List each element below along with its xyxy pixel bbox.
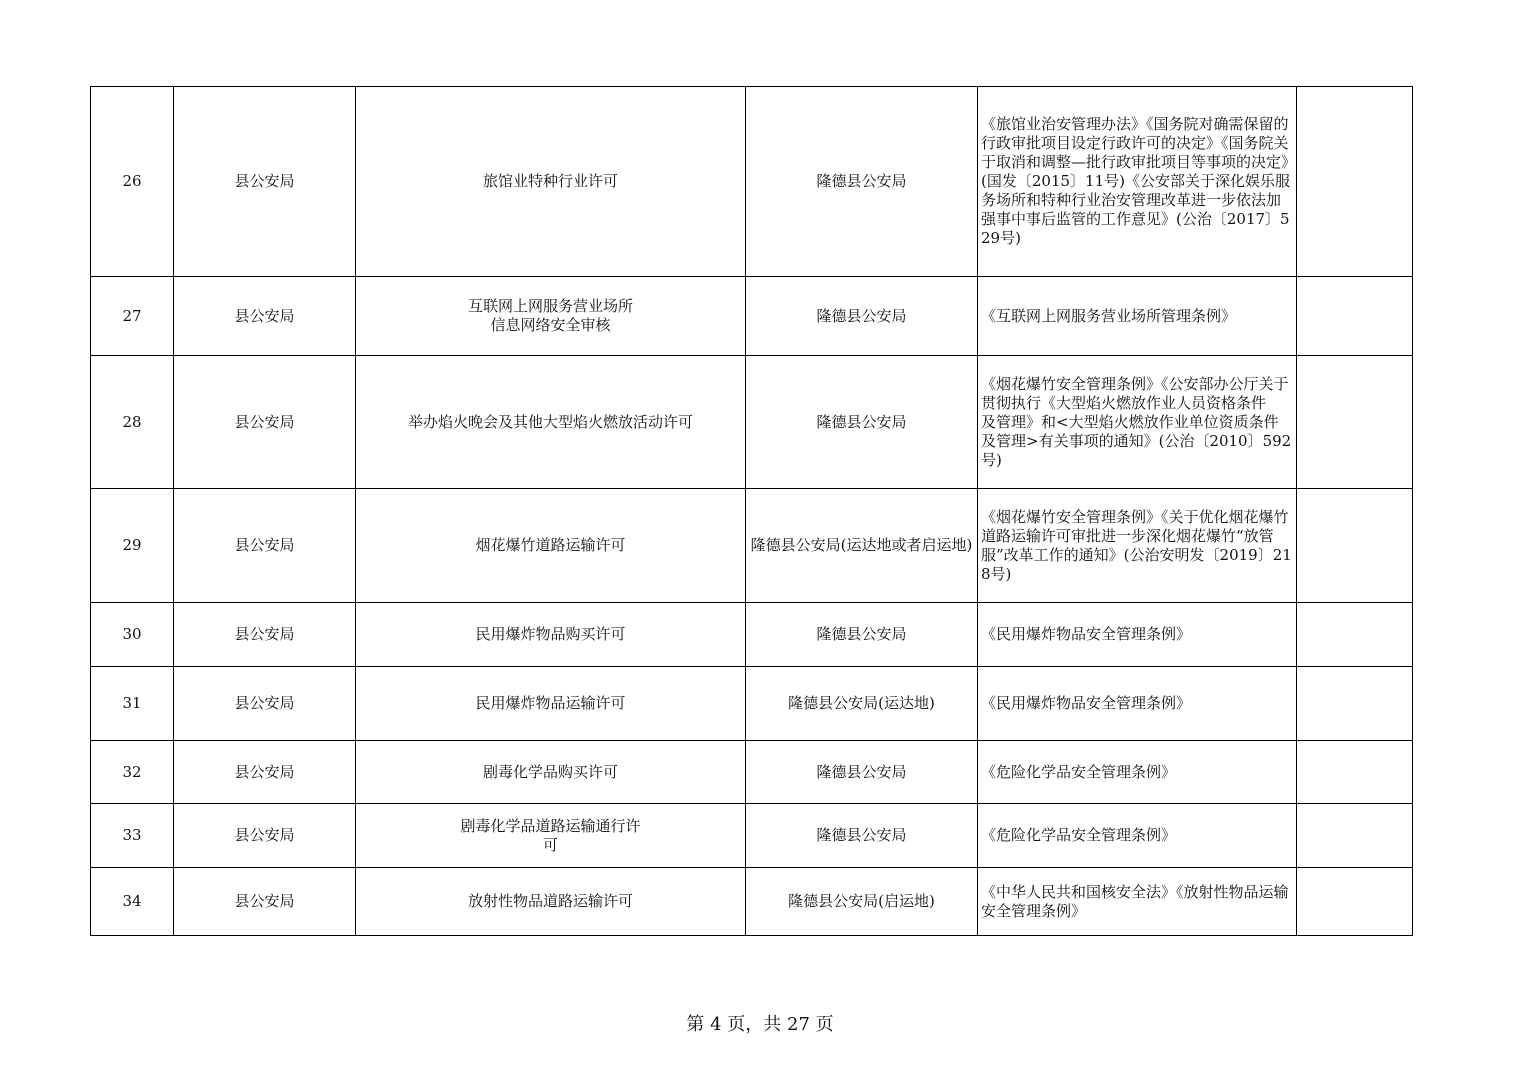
authority-cell: 隆德县公安局 — [746, 741, 978, 804]
permit-item-line: 可 — [542, 835, 558, 854]
legal-basis-cell: 《中华人民共和国核安全法》《放射性物品运输安全管理条例》 — [978, 868, 1297, 936]
permit-item-line: 信息网络安全审核 — [490, 316, 611, 334]
authority-cell: 隆德县公安局(启运地) — [746, 868, 978, 936]
legal-basis-cell: 《烟花爆竹安全管理条例》《公安部办公厅关于贯彻执行《大型焰火燃放作业人员资格条件 及管理》和<大型焰火燃放作业单位资质条件及管理>有关事项的通知》(公治〔2010〕592号) — [978, 356, 1297, 489]
permit-item-cell — [356, 603, 746, 667]
authority-cell: 隆德县公安局 — [746, 277, 978, 356]
table-row — [91, 667, 1413, 741]
remark-cell — [1297, 667, 1413, 741]
table-row — [91, 741, 1413, 804]
authority-cell: 隆德县公安局 — [746, 603, 978, 667]
legal-basis-cell: 《烟花爆竹安全管理条例》《关于优化烟花爆竹道路运输许可审批进一步深化烟花爆竹“放管服”改革工作的通知》(公治安明发〔2019〕218号) — [978, 489, 1297, 603]
authority-cell: 隆德县公安局(运达地或者启运地) — [746, 489, 978, 603]
permit-item-cell — [356, 356, 746, 489]
row-number: 34 — [91, 868, 174, 936]
authority-cell: 隆德县公安局 — [746, 804, 978, 868]
legal-basis-cell: 《危险化学品安全管理条例》 — [978, 741, 1297, 804]
row-number: 29 — [91, 489, 174, 603]
permit-item-cell — [356, 277, 746, 356]
permit-item-line: 民用爆炸物品运输许可 — [475, 694, 626, 712]
table-row — [91, 603, 1413, 667]
authority-cell: 隆德县公安局 — [746, 356, 978, 489]
department-cell: 县公安局 — [174, 87, 356, 277]
table-row — [91, 489, 1413, 603]
permit-item-line: 剧毒化学品购买许可 — [482, 762, 618, 781]
row-number: 28 — [91, 356, 174, 489]
authority-cell: 隆德县公安局 — [746, 87, 978, 277]
row-number: 32 — [91, 741, 174, 804]
permit-items-table — [90, 86, 1413, 936]
table-row — [91, 87, 1413, 277]
department-cell: 县公安局 — [174, 741, 356, 804]
row-number: 33 — [91, 804, 174, 868]
department-cell: 县公安局 — [174, 667, 356, 741]
remark-cell — [1297, 277, 1413, 356]
permit-item-line: 互联网上网服务营业场所 — [467, 297, 633, 315]
legal-basis-cell: 《民用爆炸物品安全管理条例》 — [978, 603, 1297, 667]
permit-item-line: 烟花爆竹道路运输许可 — [475, 536, 626, 554]
table-row — [91, 356, 1413, 489]
legal-basis-cell: 《互联网上网服务营业场所管理条例》 — [978, 277, 1297, 356]
legal-basis-cell: 《旅馆业治安管理办法》《国务院对确需保留的行政审批项目设定行政许可的决定》《国务院关于取消和调整—批行政审批项目等事项的决定》(国发〔2015〕11号)《公安部关于深化娱乐服务场所和特种行业治安管理改革进一步依法加强事中事后监管的工作意见》(公治〔2017〕529号) — [978, 87, 1297, 277]
permit-item-cell — [356, 667, 746, 741]
department-cell: 县公安局 — [174, 277, 356, 356]
permit-item-cell — [356, 868, 746, 936]
remark-cell — [1297, 356, 1413, 489]
permit-item-line: 举办焰火晚会及其他大型焰火燃放活动许可 — [407, 412, 693, 431]
permit-item-line: 放射性物品道路运输许可 — [467, 892, 633, 910]
department-cell: 县公安局 — [174, 804, 356, 868]
permit-item-cell — [356, 489, 746, 603]
remark-cell — [1297, 603, 1413, 667]
remark-cell — [1297, 489, 1413, 603]
permit-item-cell — [356, 804, 746, 868]
row-number: 30 — [91, 603, 174, 667]
permit-item-line: 旅馆业特种行业许可 — [482, 172, 618, 190]
row-number: 31 — [91, 667, 174, 741]
table-body — [91, 87, 1413, 936]
legal-basis-cell: 《民用爆炸物品安全管理条例》 — [978, 667, 1297, 741]
table-row — [91, 277, 1413, 356]
authority-cell: 隆德县公安局(运达地) — [746, 667, 978, 741]
department-cell: 县公安局 — [174, 603, 356, 667]
permit-item-cell — [356, 741, 746, 804]
remark-cell — [1297, 804, 1413, 868]
row-number: 26 — [91, 87, 174, 277]
page-footer: 第 4 页，共 27 页 — [686, 1014, 834, 1035]
department-cell: 县公安局 — [174, 489, 356, 603]
remark-cell — [1297, 87, 1413, 277]
department-cell: 县公安局 — [174, 356, 356, 489]
remark-cell — [1297, 868, 1413, 936]
permit-item-line: 剧毒化学品道路运输通行许 — [460, 816, 641, 835]
remark-cell — [1297, 741, 1413, 804]
permit-item-cell — [356, 87, 746, 277]
table-row — [91, 804, 1413, 868]
legal-basis-cell: 《危险化学品安全管理条例》 — [978, 804, 1297, 868]
department-cell: 县公安局 — [174, 868, 356, 936]
permit-item-line: 民用爆炸物品购买许可 — [475, 625, 626, 643]
table-row — [91, 868, 1413, 936]
row-number: 27 — [91, 277, 174, 356]
